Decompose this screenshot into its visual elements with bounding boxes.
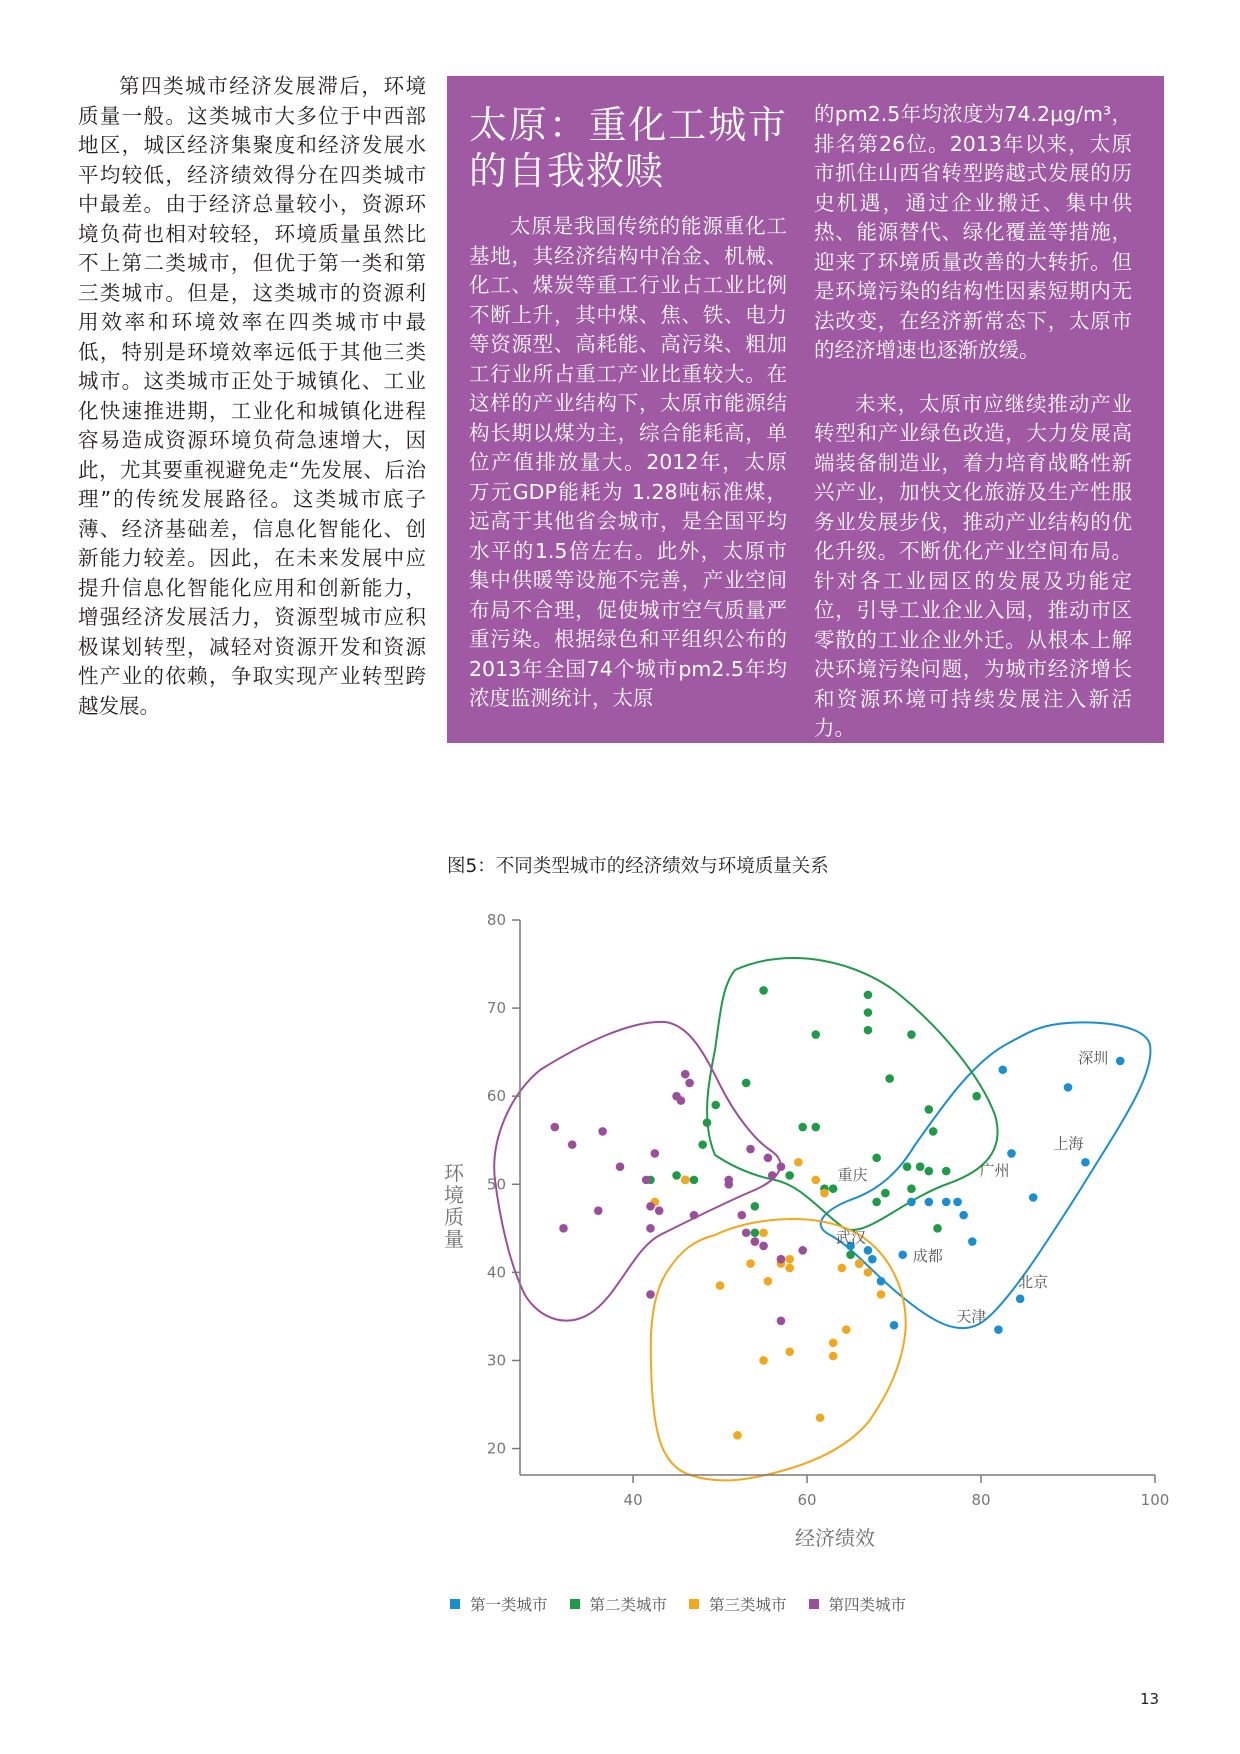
data-point-series-3 [785,1255,794,1264]
data-point-series-2 [759,986,768,995]
legend-item-cat2 [570,1593,668,1615]
data-point-series-2 [864,991,873,1000]
data-point-series-3 [764,1277,773,1286]
data-point-series-1 [898,1250,907,1259]
point-label: 成都 [912,1246,943,1265]
legend-label-cat4: 第四类城市 [828,1596,907,1614]
y-tick-label: 40 [486,1263,506,1282]
data-point-series-1 [1029,1193,1038,1202]
data-point-series-3 [838,1264,847,1273]
x-tick-label: 100 [1140,1491,1170,1509]
legend-item-cat3 [689,1593,787,1615]
legend-label-cat3: 第三类城市 [709,1596,787,1614]
x-axis-label: 经济绩效 [795,1526,875,1550]
data-point-series-2 [907,1030,916,1039]
legend-swatch-cat1 [450,1599,460,1609]
data-point-series-1 [925,1198,934,1207]
data-point-series-3 [842,1325,851,1334]
legend-swatch-cat4 [809,1599,819,1609]
y-tick-label: 30 [486,1351,506,1370]
data-point-series-2 [711,1101,720,1110]
data-point-series-4 [777,1162,786,1171]
data-point-series-4 [746,1145,755,1154]
data-point-series-2 [811,1030,820,1039]
data-point-series-4 [677,1096,686,1105]
y-tick-label: 70 [486,999,506,1018]
data-point-series-2 [703,1118,712,1127]
data-point-series-2 [864,1026,873,1035]
data-point-series-2 [751,1228,760,1237]
point-label: 武汉 [835,1228,866,1247]
point-label: 北京 [1018,1272,1049,1291]
box-paragraph-1: 太原是我国传统的能源重化工基地，其经济结构中冶金、机械、化工、煤炭等重工行业占工业比例不断上升，其中煤、焦、铁、电力等资源型、高耗能、高污染、粗加工行业所占重工产业比重较大。在这样的产业结构下，太原市能源结构长期以煤为主，综合能耗高，单位产值排放量大。2012年，太原万元GDP能耗为 1.28吨标准煤，远高于其他省会城市，是全国平均水平的1.5倍左右。此外，太原市集中供暖等设施不完善，产业空间布局不合理，促使城市空气质量严重污染。根据绿色和平组织公布的2013年全国74个城市pm2.5年均浓度监测统计，太原 [469,214,787,710]
data-point-series-3 [855,1259,864,1268]
legend-label-cat1: 第一类城市 [470,1596,548,1614]
data-point-series-4 [690,1211,699,1220]
data-point-series-2 [672,1171,681,1180]
data-point-series-4 [646,1202,655,1211]
data-point-series-2 [972,1092,981,1101]
chart-points [550,986,1124,1439]
data-point-series-1 [994,1325,1003,1334]
data-point-series-1 [877,1277,886,1286]
x-tick-label: 60 [797,1491,817,1509]
data-point-series-1 [1016,1295,1025,1304]
data-point-series-2 [785,1171,794,1180]
left-text-column [78,72,426,721]
data-point-series-1 [1007,1149,1016,1158]
point-label: 重庆 [837,1165,868,1184]
x-tick-label: 40 [623,1491,643,1509]
data-point-series-2 [811,1123,820,1132]
data-point-series-2 [751,1202,760,1211]
svg-text:环境质量 [444,1161,465,1251]
box-title: 太原：重化工城市的自我救赎 [469,103,787,193]
data-point-series-2 [872,1154,881,1163]
data-point-series-4 [655,1206,664,1215]
cluster-outline-4 [494,1022,780,1321]
y-tick-label: 80 [486,911,506,929]
data-point-series-3 [759,1356,768,1365]
data-point-series-3 [811,1176,820,1185]
data-point-series-1 [907,1198,916,1207]
data-point-series-3 [746,1259,755,1268]
data-point-series-2 [872,1198,881,1207]
data-point-series-2 [846,1250,855,1259]
data-point-series-3 [829,1352,838,1361]
data-point-series-4 [738,1211,747,1220]
scatter-chart [430,900,1170,1580]
cluster-outline-2 [707,958,997,1230]
data-point-series-3 [733,1431,742,1440]
case-study-box [447,76,1164,743]
data-point-series-4 [594,1206,603,1215]
data-point-series-1 [1116,1057,1125,1066]
data-point-series-1 [968,1237,977,1246]
legend-swatch-cat3 [689,1599,699,1609]
legend-label-cat2: 第二类城市 [589,1596,668,1614]
data-point-series-2 [942,1167,951,1176]
data-point-series-3 [829,1339,838,1348]
data-point-series-2 [864,1008,873,1017]
data-point-series-3 [877,1290,886,1299]
data-point-series-1 [1064,1083,1073,1092]
data-point-series-1 [864,1246,873,1255]
data-point-series-4 [751,1237,760,1246]
data-point-series-4 [550,1123,559,1132]
y-axis-label-char: 环 [444,1161,464,1185]
y-axis-label-char: 境 [444,1183,464,1207]
data-point-series-4 [681,1070,690,1079]
data-point-series-3 [794,1158,803,1167]
data-point-series-2 [925,1105,934,1114]
data-point-series-4 [568,1140,577,1149]
data-point-series-4 [768,1171,777,1180]
data-point-series-4 [651,1149,660,1158]
data-point-series-1 [1081,1158,1090,1167]
chart-legend [450,1593,906,1615]
data-point-series-4 [559,1224,568,1233]
data-point-series-2 [885,1074,894,1083]
data-point-series-4 [798,1246,807,1255]
y-axis-label [444,1161,465,1251]
figure-caption: 图5：不同类型城市的经济绩效与环境质量关系 [447,856,829,877]
data-point-series-4 [646,1224,655,1233]
y-axis-label-char: 量 [444,1227,464,1251]
legend-swatch-cat2 [570,1599,580,1609]
data-point-series-1 [890,1321,899,1330]
data-point-series-3 [716,1281,725,1290]
data-point-series-2 [903,1162,912,1171]
data-point-series-4 [742,1228,751,1237]
data-point-series-4 [724,1180,733,1189]
data-point-series-3 [820,1189,829,1198]
data-point-series-2 [933,1224,942,1233]
data-point-series-3 [759,1228,768,1237]
box-paragraph-2: 的pm2.5年均浓度为74.2μg/m³，排名第26位。2013年以来，太原市抓住山西省转型跨越式发展的历史机遇，通过企业搬迁、集中供热、能源替代、绿化覆盖等措施，迎来了环境质量改善的大转折。但是环境污染的结构性因素短期内无法改变，在经济新常态下，太原市的经济增速也逐渐放缓。 [814,102,1132,362]
point-label: 上海 [1053,1134,1084,1153]
page-number: 13 [1140,1690,1160,1708]
y-axis-label-char: 质 [444,1205,464,1229]
data-point-series-4 [759,1242,768,1251]
y-tick-label: 60 [486,1087,506,1106]
data-point-series-4 [685,1079,694,1088]
data-point-series-3 [785,1264,794,1273]
data-point-series-1 [953,1198,962,1207]
data-point-series-1 [868,1255,877,1264]
point-label: 深圳 [1078,1048,1109,1067]
data-point-series-2 [881,1189,890,1198]
data-point-series-1 [998,1065,1007,1074]
data-point-series-2 [925,1167,934,1176]
y-tick-label: 50 [486,1175,506,1194]
data-point-series-2 [907,1184,916,1193]
left-paragraph: 第四类城市经济发展滞后，环境质量一般。这类城市大多位于中西部地区，城区经济集聚度和经济发展水平均较低，经济绩效得分在四类城市中最差。由于经济总量较小，资源环境负荷也相对较轻，环境质量虽然比不上第二类城市，但优于第一类和第三类城市。但是，这类城市的资源利用效率和环境效率在四类城市中最低，特别是环境效率远低于其他三类城市。这类城市正处于城镇化、工业化快速推进期，工业化和城镇化进程容易造成资源环境负荷急速增大，因此，尤其要重视避免走“先发展、后治理”的传统发展路径。这类城市底子薄、经济基础差，信息化智能化、创新能力较差。因此，在未来发展中应提升信息化智能化应用和创新能力，增强经济发展活力，资源型城市应积极谋划转型，减轻对资源开发和资源性产业的依赖，争取实现产业转型跨越发展。 [78,74,426,718]
point-label: 广州 [979,1161,1010,1180]
data-point-series-3 [864,1268,873,1277]
data-point-series-4 [616,1162,625,1171]
data-point-series-1 [942,1198,951,1207]
data-point-series-2 [829,1184,838,1193]
data-point-series-1 [959,1211,968,1220]
data-point-series-4 [764,1154,773,1163]
point-label: 天津 [956,1307,987,1326]
data-point-series-3 [785,1347,794,1356]
box-column-1 [469,76,787,714]
legend-item-cat4 [809,1593,907,1615]
data-point-series-2 [690,1176,699,1185]
data-point-series-3 [816,1413,825,1422]
data-point-series-4 [777,1317,786,1326]
data-point-series-2 [698,1140,707,1149]
x-tick-label: 80 [971,1491,991,1509]
data-point-series-3 [681,1176,690,1185]
y-tick-label: 20 [486,1439,506,1458]
data-point-series-4 [646,1290,655,1299]
data-point-series-2 [742,1079,751,1088]
data-point-series-2 [916,1162,925,1171]
legend-item-cat1 [450,1593,548,1615]
data-point-series-4 [598,1127,607,1136]
data-point-series-4 [642,1176,651,1185]
data-point-series-2 [929,1127,938,1136]
data-point-series-4 [777,1255,786,1264]
box-paragraph-3: 未来，太原市应继续推动产业转型和产业绿色改造，大力发展高端装备制造业，着力培育战略性新兴产业，加快文化旅游及生产性服务业发展步伐，推动产业结构的优化升级。不断优化产业空间布局。针对各工业园区的发展及功能定位，引导工业企业入园，推动市区零散的工业企业外迁。从根本上解决环境污染问题，为城市经济增长和资源环境可持续发展注入新活力。 [814,391,1132,740]
data-point-series-2 [798,1123,807,1132]
box-column-2 [814,100,1132,744]
